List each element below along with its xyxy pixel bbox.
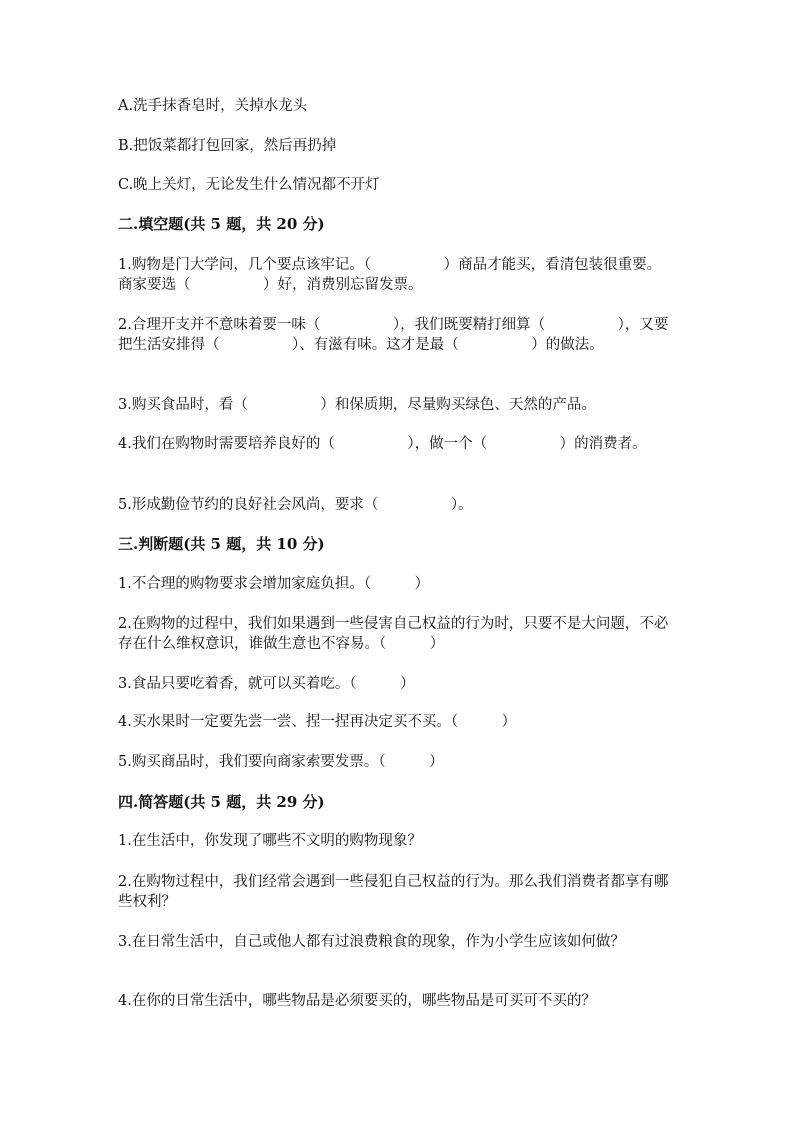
section-heading-fill-in: 二.填空题(共 5 题，共 20 分)	[118, 215, 325, 233]
short-question-2: 2.在购物过程中，我们经常会遇到一些侵犯自己权益的行为。那么我们消费者都享有哪些权利？	[118, 874, 669, 910]
judge-question-4: 4.买水果时一定要先尝一尝、捏一捏再决定买不买。（ ）	[118, 714, 517, 730]
section-heading-true-false: 三.判断题(共 5 题，共 10 分)	[118, 535, 325, 553]
option-a: A.洗手抹香皂时，关掉水龙头	[118, 98, 308, 114]
fill-question-4: 4.我们在购物时需要培养良好的（ ），做一个（ ）的消费者。	[118, 436, 647, 452]
fill-question-1: 1.购物是门大学问，几个要点该牢记。（ ）商品才能买，看清包装很重要。商家要选（ ）好，消费别忘留发票。	[118, 257, 662, 293]
judge-question-5: 5.购买商品时，我们要向商家索要发票。（ ）	[118, 754, 444, 770]
fill-question-5: 5.形成勤俭节约的良好社会风尚，要求（ ）。	[118, 497, 473, 513]
option-b: B.把饭菜都打包回家，然后再扔掉	[118, 138, 337, 154]
judge-question-2: 2.在购物的过程中，我们如果遇到一些侵害自己权益的行为时，只要不是大问题，不必存在什么维权意识，谁做生意也不容易。（ ）	[118, 616, 669, 652]
short-question-4: 4.在你的日常生活中，哪些物品是必须要买的，哪些物品是可买可不买的？	[118, 993, 596, 1009]
fill-question-2: 2.合理开支并不意味着要一味（ ），我们既要精打细算（ ），又要把生活安排得（ ）、有滋有味。这才是最（ ）的做法。	[118, 317, 669, 353]
fill-question-3: 3.购买食品时，看（ ）和保质期，尽量购买绿色、天然的产品。	[118, 397, 596, 413]
option-c: C.晚上关灯，无论发生什么情况都不开灯	[118, 177, 380, 193]
short-question-1: 1.在生活中，你发现了哪些不文明的购物现象？	[118, 833, 422, 849]
section-heading-short-answer: 四.简答题(共 5 题，共 29 分)	[118, 793, 325, 811]
short-question-3: 3.在日常生活中，自己或他人都有过浪费粮食的现象，作为小学生应该如何做？	[118, 934, 625, 950]
judge-question-1: 1.不合理的购物要求会增加家庭负担。（ ）	[118, 576, 430, 592]
judge-question-3: 3.食品只要吃着香，就可以买着吃。（ ）	[118, 676, 415, 692]
